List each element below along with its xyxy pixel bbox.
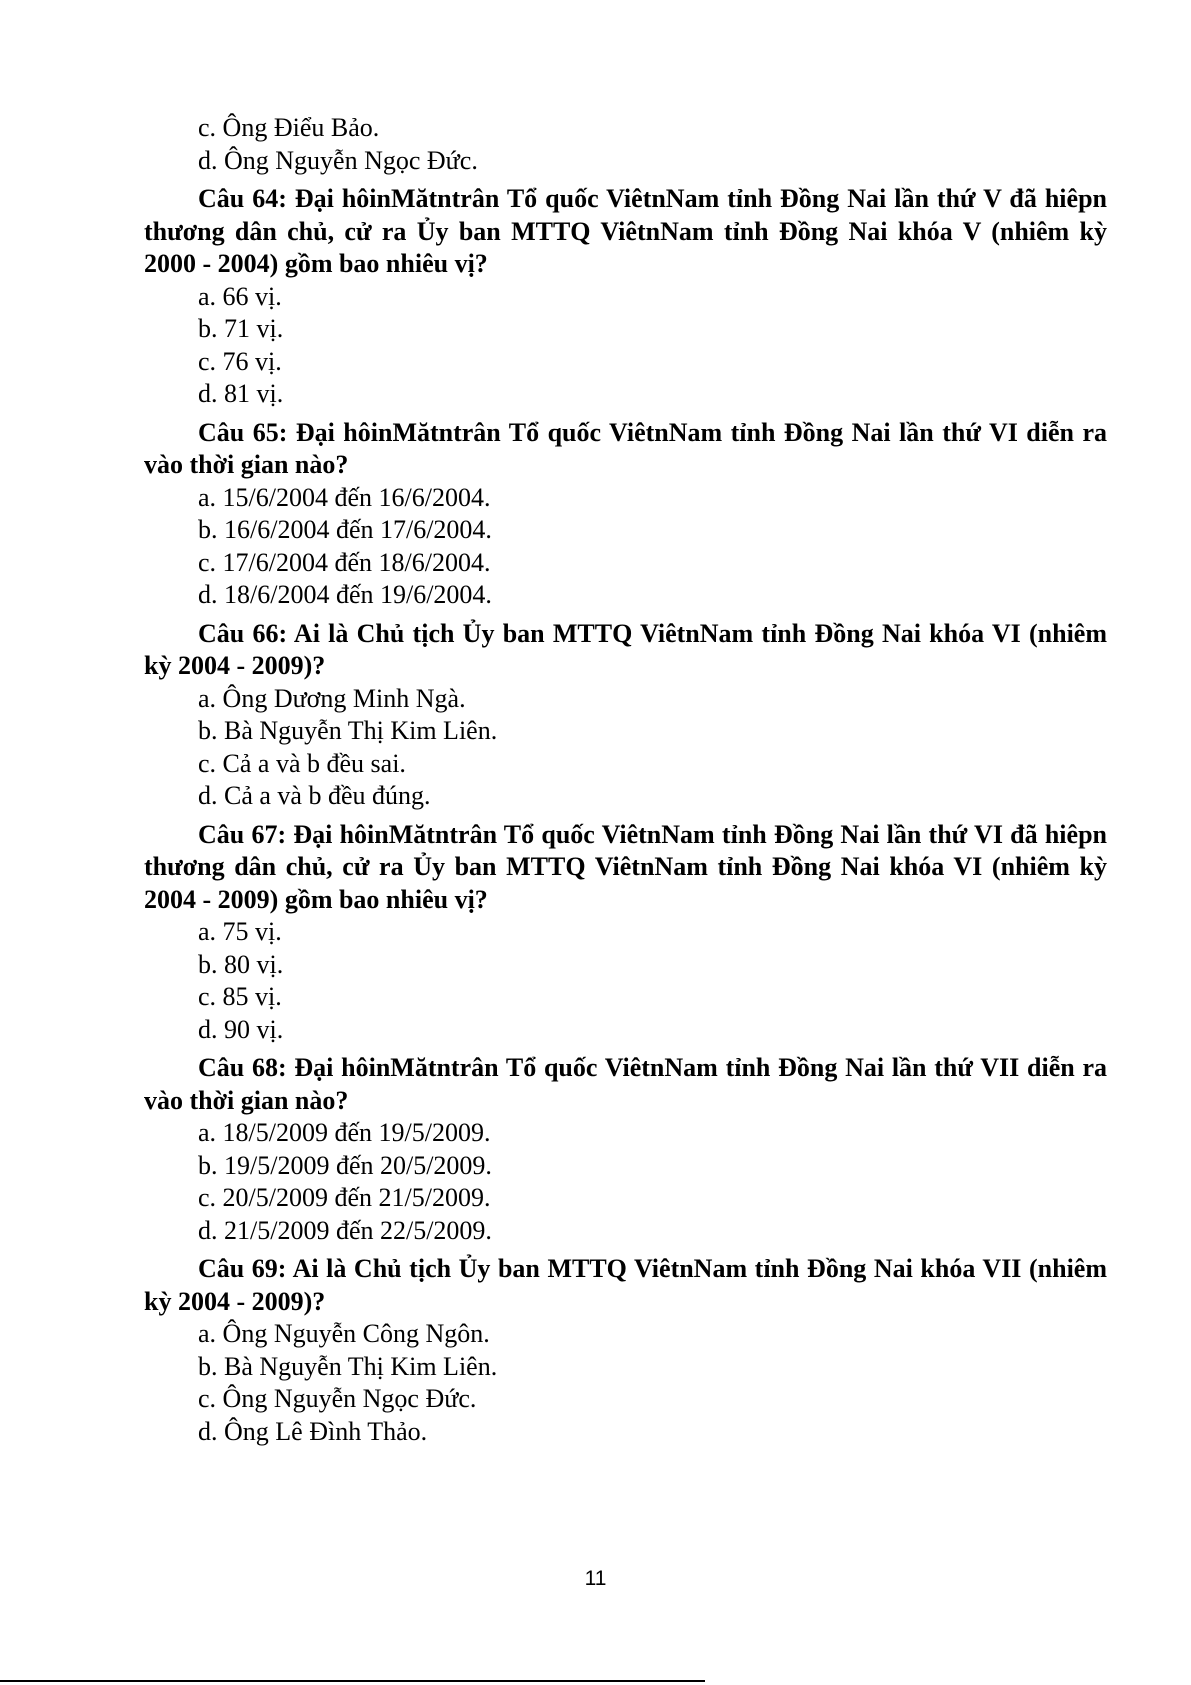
question-text: Câu 67: Đại hôinMătntrân Tổ quốc ViêtnNam tỉnh Đồng Nai lần thứ VI đã hiêpn thương dân chủ, cử ra Ủy ban MTTQ ViêtnNam tỉnh Đồng Nai khóa VI (nhiêm kỳ 2004 - 2009) gồm bao nhiêu vị? [144,819,1107,914]
option-c: c. 76 vị. [198,346,282,376]
option-d: d. Cả a và b đều đúng. [198,781,431,810]
question-68 [144,1052,1107,1247]
option-b: b. Bà Nguyễn Thị Kim Liên. [198,1351,498,1381]
question-69 [144,1253,1107,1448]
option-d: d. 21/5/2009 đến 22/5/2009. [198,1215,492,1245]
option-b: b. Bà Nguyễn Thị Kim Liên. [198,716,498,745]
option-b: b. 71 vị. [198,314,284,343]
question-65 [144,417,1107,612]
question-64 [144,183,1107,411]
question-text: Câu 64: Đại hôinMătntrân Tổ quốc ViêtnNam tỉnh Đồng Nai lần thứ V đã hiêpn thương dân chủ, cử ra Ủy ban MTTQ ViêtnNam tỉnh Đồng Nai khóa V (nhiêm kỳ 2000 - 2004) gồm bao nhiêu vị? [144,184,1107,278]
option-a: a. 18/5/2009 đến 19/5/2009. [198,1118,491,1147]
option-c: c. Cả a và b đều sai. [198,748,406,778]
option: d. Ông Nguyễn Ngọc Đức. [198,145,478,175]
bottom-rule [0,1680,705,1682]
option-d: d. Ông Lê Đình Thảo. [198,1416,428,1446]
option: c. Ông Điểu Bảo. [198,113,380,142]
option-a: a. 75 vị. [198,917,282,946]
option-a: a. 66 vị. [198,281,282,311]
question-66 [144,618,1107,813]
question-text: Câu 68: Đại hôinMătntrân Tổ quốc ViêtnNam tỉnh Đồng Nai lần thứ VII diễn ra vào thời gian nào? [144,1053,1107,1115]
question-67 [144,819,1107,1047]
option-a: a. Ông Dương Minh Ngà. [198,683,466,713]
option-c: c. 17/6/2004 đến 18/6/2004. [198,547,491,577]
option-d: d. 90 vị. [198,1014,284,1044]
option-a: a. Ông Nguyễn Công Ngôn. [198,1319,490,1348]
option-b: b. 16/6/2004 đến 17/6/2004. [198,515,492,544]
carry-over-options [144,112,1107,177]
option-c: c. Ông Nguyễn Ngọc Đức. [198,1384,477,1413]
option-d: d. 81 vị. [198,379,284,408]
option-c: c. 20/5/2009 đến 21/5/2009. [198,1183,491,1212]
option-b: b. 80 vị. [198,949,284,979]
option-b: b. 19/5/2009 đến 20/5/2009. [198,1150,492,1180]
question-text: Câu 69: Ai là Chủ tịch Ủy ban MTTQ ViêtnNam tỉnh Đồng Nai khóa VII (nhiêm kỳ 2004 - 2009)? [144,1254,1107,1316]
question-text: Câu 66: Ai là Chủ tịch Ủy ban MTTQ ViêtnNam tỉnh Đồng Nai khóa VI (nhiêm kỳ 2004 - 2009)? [144,618,1107,680]
option-d: d. 18/6/2004 đến 19/6/2004. [198,580,492,609]
document-body [144,112,1107,1448]
option-a: a. 15/6/2004 đến 16/6/2004. [198,482,491,512]
question-text: Câu 65: Đại hôinMătntrân Tổ quốc ViêtnNam tỉnh Đồng Nai lần thứ VI diễn ra vào thời gian nào? [144,417,1107,479]
option-c: c. 85 vị. [198,982,282,1011]
page-number: 11 [584,1567,607,1590]
